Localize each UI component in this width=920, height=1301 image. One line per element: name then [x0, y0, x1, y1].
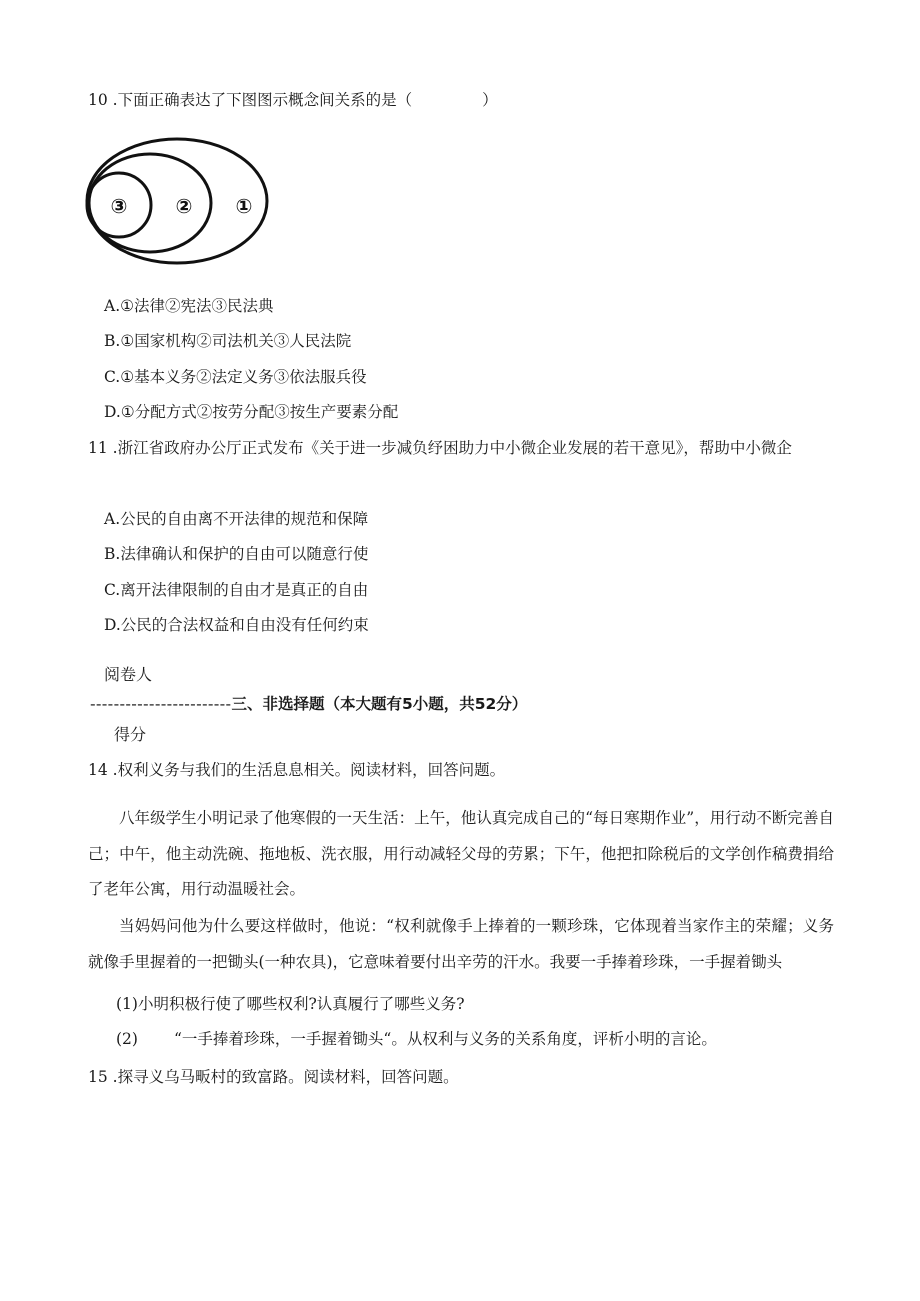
q14-subquestion-1: (1)小明积极行使了哪些权利?认真履行了哪些义务? — [116, 995, 465, 1013]
section-title: 三、非选择题（本大题有5小题，共52分） — [231, 695, 528, 713]
q10-option-d: D.①分配方式②按劳分配③按生产要素分配 — [104, 403, 399, 421]
question-14-stem: 14 .权利义务与我们的生活息息相关。阅读材料，回答问题。 — [88, 761, 506, 779]
section-dashes: ------------------------ — [90, 695, 232, 713]
q10-option-a: A.①法律②宪法③民法典 — [104, 297, 274, 315]
diagram-label-2: ② — [175, 194, 193, 218]
q14-material-paragraph-1: 八年级学生小明记录了他寒假的一天生活：上午，他认真完成自己的“每日寒期作业”，用行动不断完善自己；中午，他主动洗碗、拖地板、洗衣服，用行动减轻父母的劳累；下午，他把扣除税后的文学创作稿费捐给了老年公寓，用行动温暖社会。 — [88, 809, 834, 898]
question-10-paren-close: ） — [482, 91, 498, 109]
q14-subquestion-2-text: “一手捧着珍珠，一手握着锄头“。从权利与义务的关系角度，评析小明的言论。 — [173, 1030, 717, 1048]
q10-option-b: B.①国家机构②司法机关③人民法院 — [104, 332, 352, 350]
q11-option-d: D.公民的合法权益和自由没有任何约束 — [104, 616, 369, 634]
question-15-stem: 15 .探寻义乌马畈村的致富路。阅读材料，回答问题。 — [88, 1068, 459, 1086]
score-label: 得分 — [114, 725, 147, 744]
q14-subquestion-2-number: (2) — [116, 1030, 138, 1048]
q11-option-c: C.离开法律限制的自由才是真正的自由 — [104, 581, 369, 599]
q11-option-b: B.法律确认和保护的自由可以随意行使 — [104, 545, 369, 563]
q11-option-a: A.公民的自由离不开法律的规范和保障 — [104, 510, 369, 528]
diagram-label-3: ③ — [110, 194, 128, 218]
section-heading — [90, 692, 527, 714]
question-10-text: 10 .下面正确表达了下图图示概念间关系的是（ — [88, 91, 413, 109]
question-10-stem — [88, 90, 498, 110]
q14-subquestion-2 — [116, 1029, 717, 1049]
q14-material-paragraph-2: 当妈妈问他为什么要这样做时，他说：“权利就像手上捧着的一颗珍珠，它体现着当家作主的荣耀；义务就像手里握着的一把锄头(一种农具)，它意味着要付出辛劳的汗水。我要一手捧着珍珠，一手握着锄头 — [88, 917, 834, 971]
q10-option-c: C.①基本义务②法定义务③依法服兵役 — [104, 368, 367, 386]
reviewer-label: 阅卷人 — [104, 665, 153, 684]
question-11-stem: 11 .浙江省政府办公厅正式发布《关于进一步减负纾困助力中小微企业发展的若干意见》，帮助中小微企 — [88, 439, 792, 457]
diagram-label-1: ① — [235, 194, 253, 218]
concept-diagram — [82, 136, 272, 266]
